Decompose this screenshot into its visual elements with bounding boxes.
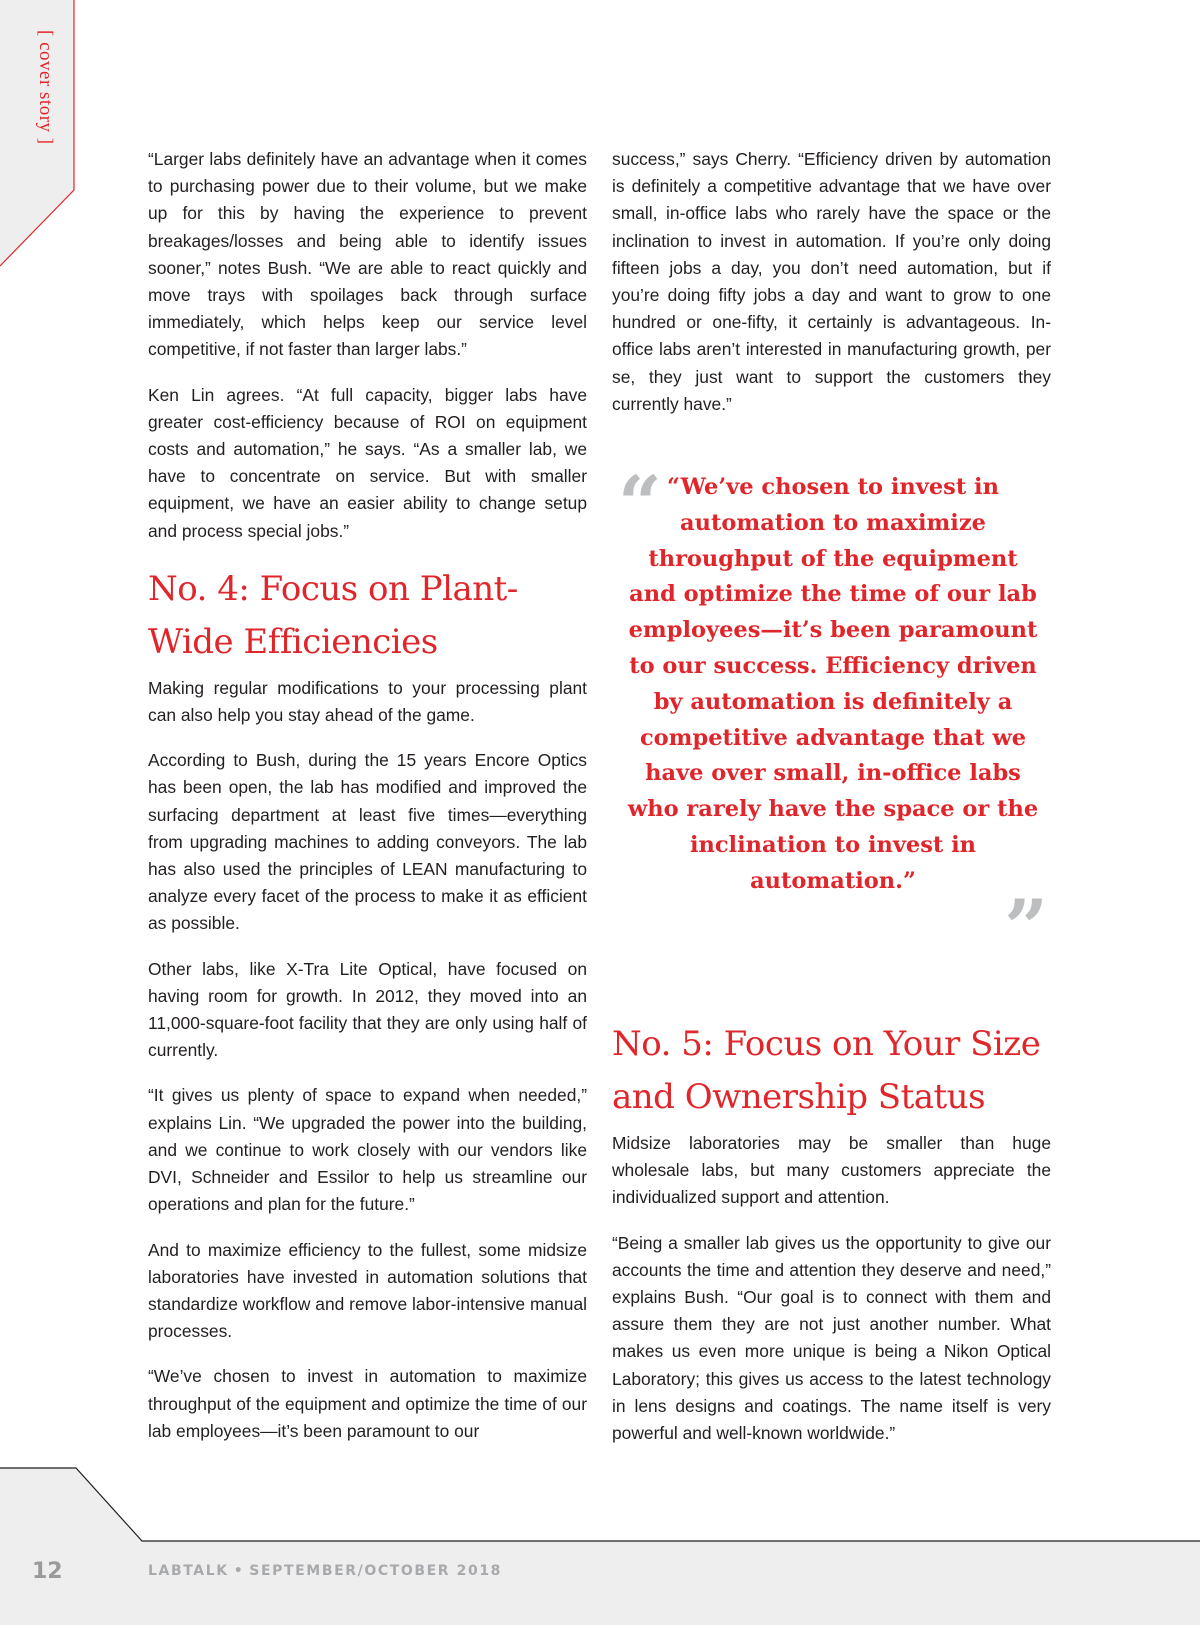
body-paragraph: success,” says Cherry. “Efficiency driven by automation is definitely a competitive advantage that we have over small, in-office labs who rarely have the space or the inclination to invest in automation. If you’re only doing fifteen jobs a day, you don’t need automation, but if you’re doing fifty jobs a day and want to grow to one hundred or one-fifty, it certainly is advantageous. In-office labs aren’t interested in manufacturing growth, per se, they just want to support the customers they currently have.” <box>612 149 1051 414</box>
right-column <box>612 146 1051 436</box>
pull-quote <box>618 459 1048 972</box>
body-paragraph: “We’ve chosen to invest in automation to maximize throughput of the equipment and optimize the time of our lab employees—it’s been paramount to our <box>148 1366 587 1441</box>
right-column-lower <box>612 1018 1051 1465</box>
left-column <box>148 146 587 1463</box>
section-heading-4: No. 4: Focus on Plant-Wide Efficiencies <box>148 568 518 662</box>
body-paragraph: Ken Lin agrees. “At full capacity, bigger labs have greater cost-efficiency because of ROI on equipment costs and automation,” he says. “As a smaller lab, we have to concentrate on service. But with smaller equipment, we have an easier ability to change setup and process special jobs.” <box>148 384 587 541</box>
body-paragraph: “Being a smaller lab gives us the opportunity to give our accounts the time and attention they deserve and need,” explains Bush. “Our goal is to connect with them and assure them they are not just another number. What makes us even more unique is being a Nikon Optical Laboratory; this gives us access to the latest technology in lens designs and coatings. The name itself is very powerful and well-known worldwide.” <box>612 1232 1051 1444</box>
body-paragraph: Making regular modifications to your processing plant can also help you stay ahead of the game. <box>148 677 587 726</box>
body-paragraph: According to Bush, during the 15 years Encore Optics has been open, the lab has modified and improved the surfacing department at least five times—everything from upgrading machines to adding conveyors. The lab has also used the principles of LEAN manufacturing to analyze every facet of the process to make it as efficient as possible. <box>148 750 587 934</box>
body-paragraph: “Larger labs definitely have an advantage when it comes to purchasing power due to their volume, but we make up for this by having the experience to prevent breakages/losses and being able to identify issues sooner,” notes Bush. “We are able to react quickly and move trays with spoilages back through surface immediately, which helps keep our service level competitive, if not faster than larger labs.” <box>148 149 587 360</box>
footer-band <box>0 1468 1200 1625</box>
section-heading-5: No. 5: Focus on Your Size and Ownership Status <box>612 1024 1041 1117</box>
section-tab-label: [ cover story ] <box>35 30 56 145</box>
magazine-name: LABTALK <box>148 1563 229 1579</box>
body-paragraph: And to maximize efficiency to the fullest, some midsize laboratories have invested in automation solutions that standardize workflow and remove labor-intensive manual processes. <box>148 1239 587 1342</box>
footer-rule <box>0 1468 1200 1541</box>
footer-separator: • <box>233 1563 245 1579</box>
issue-date: SEPTEMBER/OCTOBER 2018 <box>249 1563 503 1579</box>
body-paragraph: Midsize laboratories may be smaller than huge wholesale labs, but many customers appreciate the individualized support and attention. <box>612 1133 1051 1208</box>
pull-quote-text: “We’ve chosen to invest in automation to maximize throughput of the equipment and optimize the time of our lab employees—it’s been paramount to our success. Efficiency driven by automation is definitely a competitive advantage that we have over small, in-office labs who rarely have the space or the inclination to invest in automation.” <box>627 474 1039 894</box>
close-quote-icon: ” <box>1004 883 1048 972</box>
body-paragraph: “It gives us plenty of space to expand when needed,” explains Lin. “We upgraded the power into the building, and we continue to work closely with our vendors like DVI, Schneider and Essilor to help us streamline our operations and plan for the future.” <box>148 1085 587 1215</box>
body-paragraph: Other labs, like X-Tra Lite Optical, have focused on having room for growth. In 2012, they moved into an 11,000-square-foot facility that they are only using half of currently. <box>148 958 587 1061</box>
open-quote-icon: “ <box>618 459 662 548</box>
footer-publication <box>148 1563 502 1579</box>
page-number: 12 <box>32 1559 63 1584</box>
